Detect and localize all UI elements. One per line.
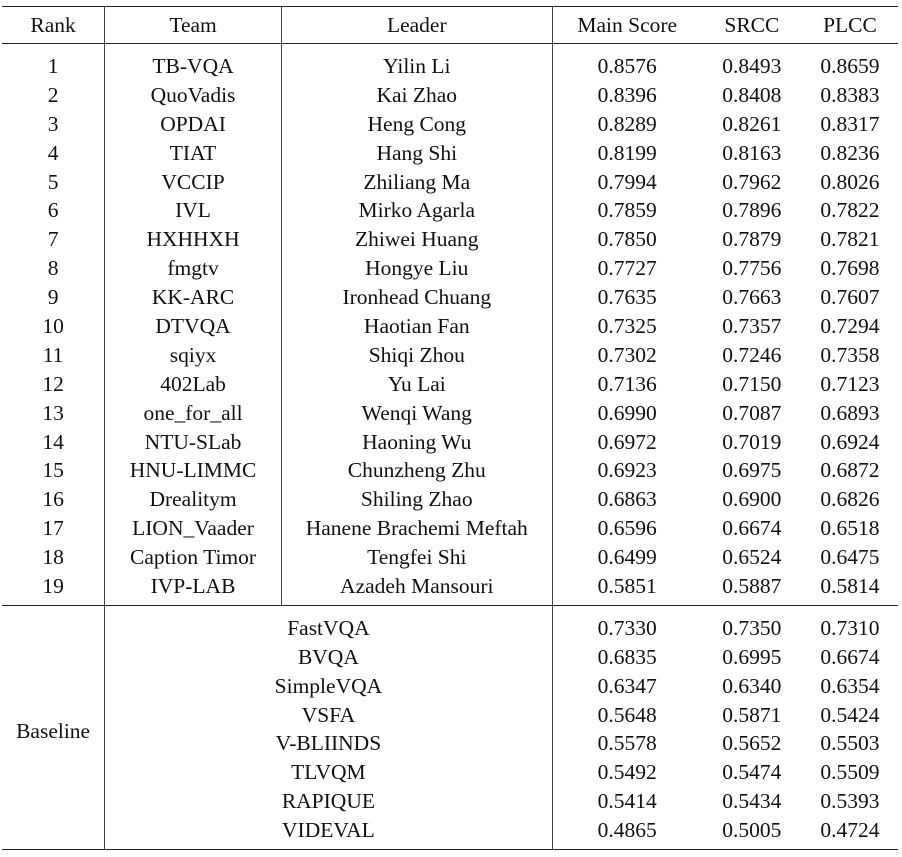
plcc-cell: 0.6518 <box>820 516 880 541</box>
plcc-cell: 0.7821 <box>820 227 880 252</box>
team-cell: TIAT <box>105 139 282 168</box>
rank-cell: 10 <box>2 312 105 341</box>
plcc-cell: 0.8026 <box>820 169 880 194</box>
leader-cell: Haotian Fan <box>281 312 552 341</box>
plcc-cell: 0.6893 <box>820 400 880 425</box>
team-row <box>2 485 898 514</box>
srcc-cell: 0.7756 <box>722 256 782 281</box>
rank-cell: 4 <box>2 139 105 168</box>
header-team: Team <box>105 7 282 44</box>
team-row <box>2 456 898 485</box>
plcc-cell: 0.6872 <box>820 458 880 483</box>
srcc-cell: 0.7357 <box>722 313 782 338</box>
plcc-cell: 0.7358 <box>820 342 880 367</box>
team-row <box>2 44 898 81</box>
team-row <box>2 428 898 457</box>
header-row <box>2 7 898 44</box>
leader-cell: Yilin Li <box>281 44 552 81</box>
team-row <box>2 81 898 110</box>
main-score-cell: 0.6499 <box>597 545 657 570</box>
srcc-cell: 0.5887 <box>702 572 802 605</box>
srcc-cell: 0.7350 <box>722 615 782 640</box>
team-cell: LION_Vaader <box>105 514 282 543</box>
main-score-cell: 0.7325 <box>597 313 657 338</box>
srcc-cell: 0.6524 <box>722 545 782 570</box>
main-score-cell: 0.8396 <box>597 82 657 107</box>
team-cell: IVP-LAB <box>105 572 282 605</box>
main-score-cell: 0.6863 <box>597 487 657 512</box>
srcc-cell: 0.7019 <box>722 429 782 454</box>
plcc-cell: 0.8383 <box>820 82 880 107</box>
leader-cell: Zhiwei Huang <box>281 225 552 254</box>
baseline-method-cell: RAPIQUE <box>105 787 552 816</box>
baseline-method-cell: VSFA <box>105 701 552 730</box>
header-leader: Leader <box>281 7 552 44</box>
baseline-row <box>2 701 898 730</box>
leader-cell: Tengfei Shi <box>281 543 552 572</box>
team-cell: VCCIP <box>105 168 282 197</box>
plcc-cell: 0.6674 <box>820 644 880 669</box>
srcc-cell: 0.6995 <box>722 644 782 669</box>
baseline-method-cell: FastVQA <box>105 605 552 642</box>
baseline-label: Baseline <box>2 605 105 849</box>
leader-cell: Chunzheng Zhu <box>281 456 552 485</box>
team-cell: KK-ARC <box>105 283 282 312</box>
main-score-cell: 0.7136 <box>597 371 657 396</box>
main-score-cell: 0.6923 <box>597 458 657 483</box>
team-cell: QuoVadis <box>105 81 282 110</box>
team-row <box>2 341 898 370</box>
rank-cell: 8 <box>2 254 105 283</box>
baseline-method-cell: SimpleVQA <box>105 672 552 701</box>
team-row <box>2 514 898 543</box>
baseline-row <box>2 605 898 642</box>
main-score-cell: 0.8289 <box>597 111 657 136</box>
baseline-method-cell: BVQA <box>105 643 552 672</box>
results-table <box>2 6 898 850</box>
team-row <box>2 572 898 605</box>
srcc-cell: 0.8163 <box>722 140 782 165</box>
plcc-cell: 0.7698 <box>820 256 880 281</box>
main-score-cell: 0.5578 <box>597 731 657 756</box>
baseline-row <box>2 729 898 758</box>
baseline-row <box>2 672 898 701</box>
team-cell: NTU-SLab <box>105 428 282 457</box>
rank-cell: 5 <box>2 168 105 197</box>
main-score-cell: 0.8576 <box>597 53 657 78</box>
srcc-cell: 0.7087 <box>722 400 782 425</box>
srcc-cell: 0.6340 <box>722 673 782 698</box>
plcc-cell: 0.7310 <box>820 615 880 640</box>
baseline-method-cell: V-BLIINDS <box>105 729 552 758</box>
plcc-cell: 0.5503 <box>820 731 880 756</box>
team-cell: DTVQA <box>105 312 282 341</box>
leader-cell: Hongye Liu <box>281 254 552 283</box>
main-score-cell: 0.5851 <box>552 572 702 605</box>
header-rank: Rank <box>2 7 105 44</box>
team-cell: HXHHXH <box>105 225 282 254</box>
team-row <box>2 370 898 399</box>
team-row <box>2 399 898 428</box>
team-cell: IVL <box>105 196 282 225</box>
leader-cell: Yu Lai <box>281 370 552 399</box>
rank-cell: 13 <box>2 399 105 428</box>
rank-cell: 6 <box>2 196 105 225</box>
plcc-cell: 0.7607 <box>820 285 880 310</box>
team-cell: 402Lab <box>105 370 282 399</box>
rank-cell: 14 <box>2 428 105 457</box>
team-row <box>2 225 898 254</box>
team-cell: HNU-LIMMC <box>105 456 282 485</box>
leader-cell: Heng Cong <box>281 110 552 139</box>
main-score-cell: 0.7302 <box>597 342 657 367</box>
plcc-cell: 0.8317 <box>820 111 880 136</box>
leader-cell: Mirko Agarla <box>281 196 552 225</box>
main-score-cell: 0.4865 <box>597 818 657 843</box>
main-score-cell: 0.6835 <box>597 644 657 669</box>
plcc-cell: 0.8236 <box>820 140 880 165</box>
plcc-cell: 0.6924 <box>820 429 880 454</box>
team-cell: sqiyx <box>105 341 282 370</box>
leader-cell: Shiqi Zhou <box>281 341 552 370</box>
plcc-cell: 0.6475 <box>820 545 880 570</box>
main-score-cell: 0.7994 <box>597 169 657 194</box>
srcc-cell: 0.8493 <box>722 53 782 78</box>
leader-cell: Hang Shi <box>281 139 552 168</box>
leader-cell: Hanene Brachemi Meftah <box>281 514 552 543</box>
srcc-cell: 0.7962 <box>722 169 782 194</box>
plcc-cell: 0.6354 <box>820 673 880 698</box>
baseline-method-cell: VIDEVAL <box>105 816 552 849</box>
srcc-cell: 0.5652 <box>722 731 782 756</box>
plcc-cell: 0.8659 <box>820 53 880 78</box>
baseline-method-cell: TLVQM <box>105 758 552 787</box>
header-srcc: SRCC <box>702 7 802 44</box>
rank-cell: 12 <box>2 370 105 399</box>
main-score-cell: 0.8199 <box>597 140 657 165</box>
plcc-cell: 0.5509 <box>820 760 880 785</box>
plcc-cell: 0.5814 <box>802 572 898 605</box>
leader-cell: Ironhead Chuang <box>281 283 552 312</box>
leader-cell: Kai Zhao <box>281 81 552 110</box>
plcc-cell: 0.5393 <box>820 789 880 814</box>
team-row <box>2 139 898 168</box>
srcc-cell: 0.5474 <box>722 760 782 785</box>
srcc-cell: 0.7150 <box>722 371 782 396</box>
rank-cell: 11 <box>2 341 105 370</box>
team-row <box>2 543 898 572</box>
leader-cell: Zhiliang Ma <box>281 168 552 197</box>
team-row <box>2 283 898 312</box>
srcc-cell: 0.7663 <box>722 285 782 310</box>
team-cell: OPDAI <box>105 110 282 139</box>
rank-cell: 18 <box>2 543 105 572</box>
plcc-cell: 0.7123 <box>820 371 880 396</box>
rank-cell: 3 <box>2 110 105 139</box>
rank-cell: 9 <box>2 283 105 312</box>
rank-cell: 2 <box>2 81 105 110</box>
srcc-cell: 0.8261 <box>722 111 782 136</box>
plcc-cell: 0.7822 <box>820 198 880 223</box>
main-score-cell: 0.6972 <box>597 429 657 454</box>
leader-cell: Haoning Wu <box>281 428 552 457</box>
baseline-row <box>2 758 898 787</box>
rank-cell: 7 <box>2 225 105 254</box>
plcc-cell: 0.7294 <box>820 313 880 338</box>
plcc-cell: 0.5424 <box>820 702 880 727</box>
srcc-cell: 0.5434 <box>722 789 782 814</box>
rank-cell: 16 <box>2 485 105 514</box>
plcc-cell: 0.6826 <box>820 487 880 512</box>
main-score-cell: 0.7330 <box>597 615 657 640</box>
header-main-score: Main Score <box>552 7 702 44</box>
leader-cell: Shiling Zhao <box>281 485 552 514</box>
team-cell: fmgtv <box>105 254 282 283</box>
team-cell: Caption Timor <box>105 543 282 572</box>
plcc-cell: 0.4724 <box>820 818 880 843</box>
srcc-cell: 0.7896 <box>722 198 782 223</box>
main-score-cell: 0.7635 <box>597 285 657 310</box>
header-plcc: PLCC <box>802 7 898 44</box>
srcc-cell: 0.7879 <box>722 227 782 252</box>
rank-cell: 15 <box>2 456 105 485</box>
team-cell: TB-VQA <box>105 44 282 81</box>
main-score-cell: 0.6990 <box>597 400 657 425</box>
main-score-cell: 0.5648 <box>597 702 657 727</box>
team-row <box>2 196 898 225</box>
srcc-cell: 0.6900 <box>722 487 782 512</box>
baseline-row <box>2 816 898 849</box>
rank-cell: 17 <box>2 514 105 543</box>
main-score-cell: 0.7727 <box>597 256 657 281</box>
srcc-cell: 0.5005 <box>722 818 782 843</box>
team-row <box>2 168 898 197</box>
main-score-cell: 0.6596 <box>597 516 657 541</box>
main-score-cell: 0.7859 <box>597 198 657 223</box>
main-score-cell: 0.6347 <box>597 673 657 698</box>
srcc-cell: 0.5871 <box>722 702 782 727</box>
srcc-cell: 0.8408 <box>722 82 782 107</box>
srcc-cell: 0.7246 <box>722 342 782 367</box>
team-row <box>2 312 898 341</box>
team-row <box>2 110 898 139</box>
main-score-cell: 0.5492 <box>597 760 657 785</box>
team-row <box>2 254 898 283</box>
team-cell: one_for_all <box>105 399 282 428</box>
rank-cell: 19 <box>2 572 105 605</box>
leader-cell: Wenqi Wang <box>281 399 552 428</box>
srcc-cell: 0.6975 <box>722 458 782 483</box>
main-score-cell: 0.5414 <box>597 789 657 814</box>
main-score-cell: 0.7850 <box>597 227 657 252</box>
leader-cell: Azadeh Mansouri <box>281 572 552 605</box>
team-cell: Drealitym <box>105 485 282 514</box>
baseline-row <box>2 643 898 672</box>
teams-section <box>2 44 898 606</box>
baseline-row <box>2 787 898 816</box>
rank-cell: 1 <box>2 44 105 81</box>
baseline-section <box>2 605 898 849</box>
srcc-cell: 0.6674 <box>722 516 782 541</box>
